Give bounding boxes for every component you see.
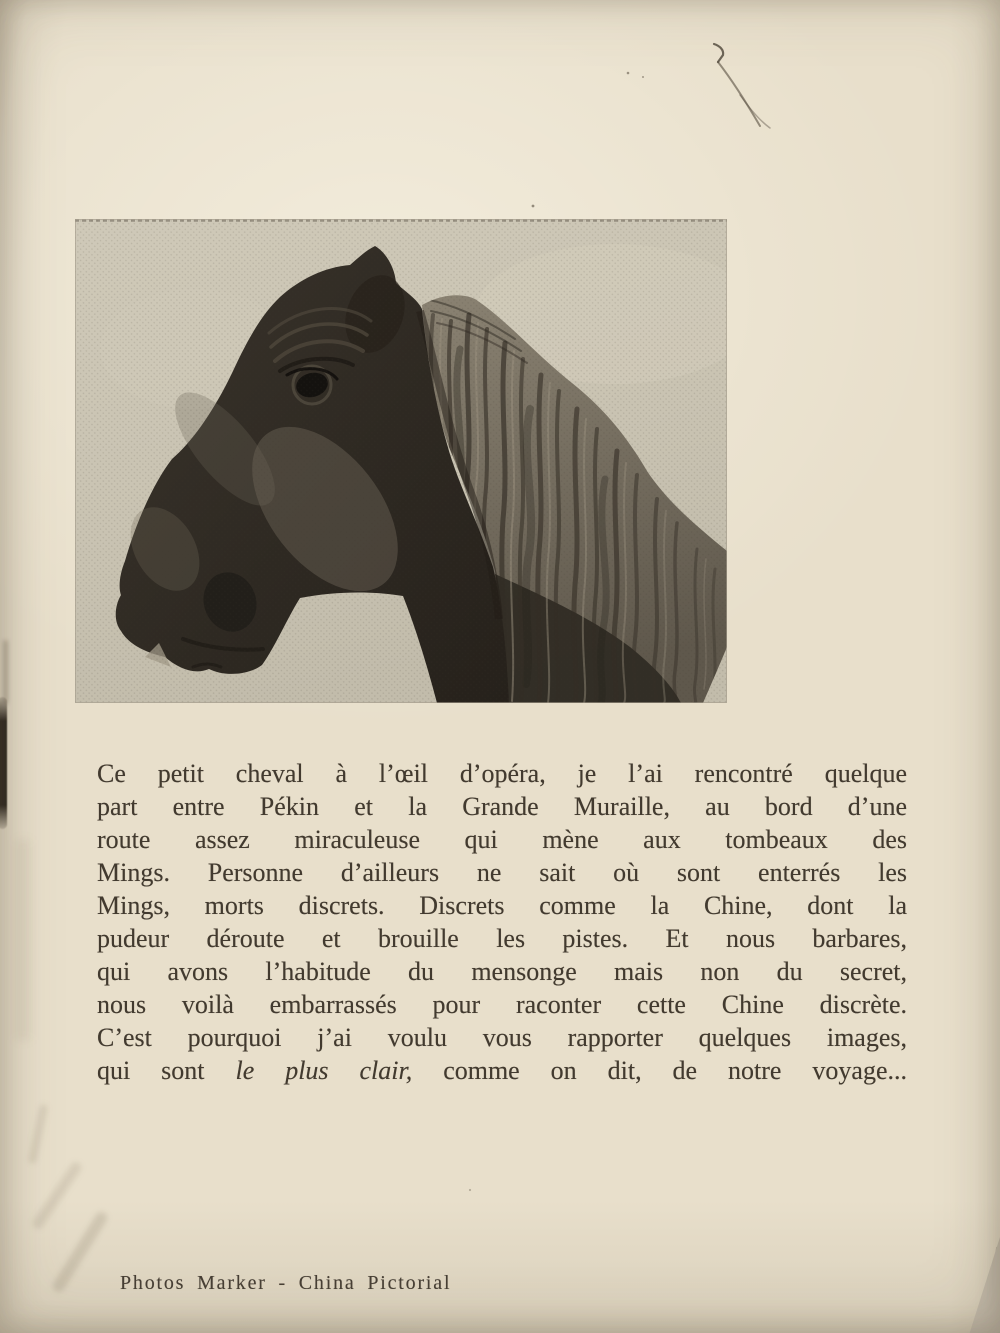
paragraph-line: C’est pourquoi j’ai voulu vous rapporter quelques images,: [97, 1023, 907, 1052]
paragraph-line: Mings, morts discrets. Discrets comme la Chine, dont la: [97, 891, 907, 920]
page-corner: [954, 1237, 1000, 1333]
paragraph-line: Ce petit cheval à l’œil d’opéra, je l’ai rencontré quelque: [97, 759, 907, 788]
paragraph-line: [97, 1054, 907, 1087]
spine-shadow: [0, 697, 7, 829]
paragraph-line: pudeur déroute et brouille les pistes. Et nous barbares,: [97, 924, 907, 953]
spine-smudge: [3, 640, 8, 704]
paragraph-line: Mings. Personne d’ailleurs ne sait où sont enterrés les: [97, 858, 907, 887]
paper-smudge: [51, 1210, 110, 1294]
paper-smudge: [31, 1160, 84, 1231]
photo-credit: Photos Marker - China Pictorial: [120, 1272, 452, 1294]
horse-photo: [75, 219, 727, 703]
paragraph-line: nous voilà embarrassés pour raconter cette Chine discrète.: [97, 990, 907, 1019]
paragraph-italic-phrase: le plus clair,: [235, 1056, 413, 1085]
paragraph: [97, 757, 907, 1087]
left-margin-shading: [16, 840, 30, 1040]
paragraph-line: qui avons l’habitude du mensonge mais non du secret,: [97, 957, 907, 986]
scratch-mark: [714, 44, 770, 128]
paragraph-line: part entre Pékin et la Grande Muraille, au bord d’une: [97, 792, 907, 821]
paragraph-text: comme on dit, de notre voyage...: [412, 1056, 907, 1085]
halftone-overlay: [75, 219, 727, 703]
paragraph-text: qui sont: [97, 1056, 236, 1085]
paper-smudge: [28, 1104, 48, 1164]
paragraph-line: route assez miraculeuse qui mène aux tombeaux des: [97, 825, 907, 854]
horse-head-photograph: [75, 219, 727, 703]
